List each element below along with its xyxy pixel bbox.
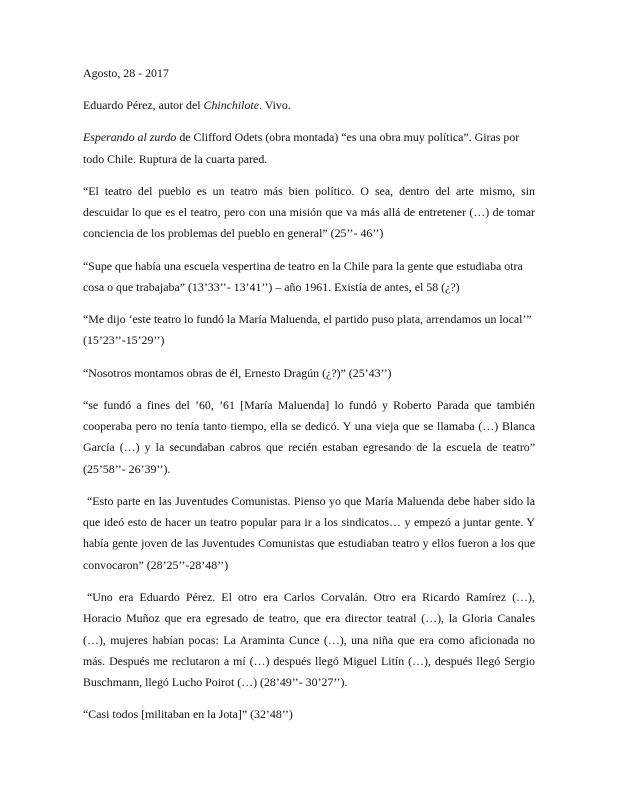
- quote-paragraph-3: “Me dijo ‘este teatro lo fundó la María Maluenda, el partido puso plata, arrendamos un local’” (15’23’’-15’29’’): [83, 312, 532, 348]
- work-title: Chinchilote: [203, 98, 259, 113]
- quote-paragraph-1: “El teatro del pueblo es un teatro más bien político. O sea, dentro del arte mismo, sin descuidar lo que es el teatro, pero con una misión que va más allá de entretener (…) de tomar conciencia de los problemas del pueblo en general” (25’’- 46’’): [83, 183, 535, 241]
- quote-paragraph-8: “Casi todos [militaban en la Jota]” (32’48’’): [83, 707, 293, 722]
- date-line: Agosto, 28 - 2017: [83, 66, 169, 80]
- play-line: [83, 127, 535, 170]
- quote-paragraph-2: “Supe que había una escuela vespertina de teatro en la Chile para la gente que estudiaba otra cosa o que trabajaba” (13’33’’- 13’41’’) – año 1961. Existía de antes, el 58 (¿?): [83, 258, 523, 294]
- author-line-suffix: . Vivo.: [259, 98, 291, 113]
- quote-paragraph-6: “Esto parte en las Juventudes Comunistas. Pienso yo que María Maluenda debe haber sido la que ideó esto de hacer un teatro popular para ir a los sindicatos… y empezó a juntar gente. Y había gente joven de las Juventudes Comunistas que estudiaban teatro y ellos fueron a los que convocaron” (28’25’’-28’48’’): [83, 493, 535, 572]
- quote-paragraph-5: “se fundó a fines del ’60, ’61 [María Maluenda] lo fundó y Roberto Parada que también cooperaba pero no tenía tanto tiempo, ella se dedicó. Y una vieja que se llamaba (…) Blanca García (…) y la secundaban cabros que recién estaban egresando de la escuela de teatro” (25’58’’- 26’39’’).: [83, 397, 535, 476]
- document-body: [83, 63, 535, 737]
- play-line-text: de Clifford Odets (obra montada) “es una obra muy política”. Giras por todo Chile. Ruptura de la cuarta pared.: [83, 130, 520, 166]
- play-title: Esperando al zurdo: [83, 130, 177, 145]
- quote-paragraph-4: “Nosotros montamos obras de él, Ernesto Dragún (¿?)” (25’43’’): [83, 365, 392, 380]
- quote-paragraph-7: “Uno era Eduardo Pérez. El otro era Carlos Corvalán. Otro era Ricardo Ramírez (…), Horacio Muñoz que era egresado de teatro, que era director teatral (…), la Gloria Canales (…), mujeres habían pocas: La Araminta Cunce (…), una niña que era como aficionada no más. Después me reclutaron a mí (…) después llegó Miguel Litín (…), después llegó Sergio Buschmann, llegó Lucho Poirot (…) (28’49’’- 30’27’’).: [83, 589, 535, 690]
- author-line: [83, 95, 535, 116]
- author-line-prefix: Eduardo Pérez, autor del: [83, 98, 204, 113]
